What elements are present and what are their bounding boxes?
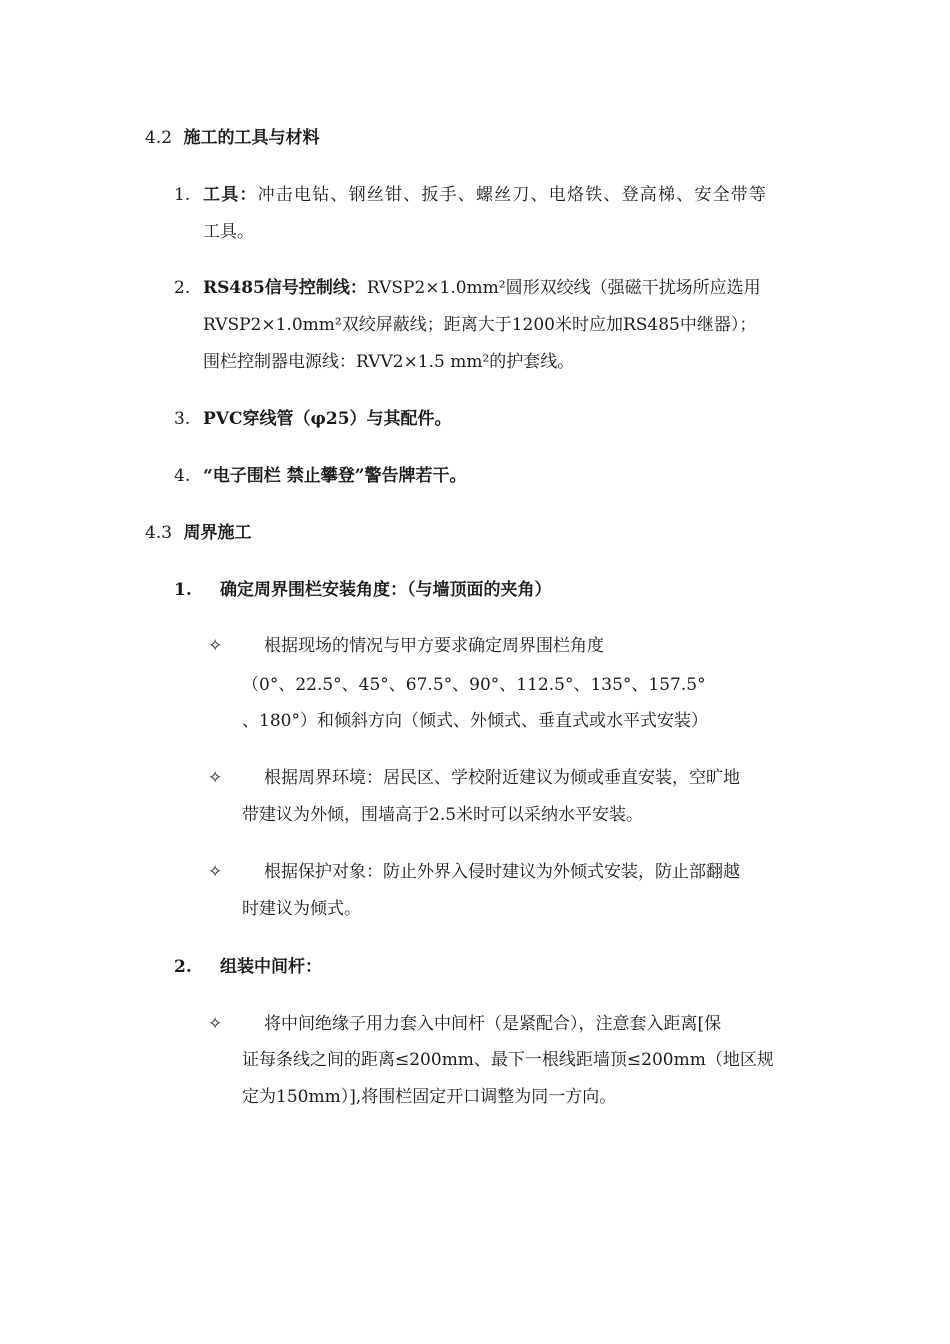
diamond-star-icon: ✧ [208,1014,223,1034]
list-item-pvc: PVC穿线管（φ25）与其配件。 [203,409,452,429]
list-number: 3. [174,409,191,429]
list-number: 1. [174,185,191,205]
diamond-star-icon: ✧ [208,636,223,656]
diamond-star-icon: ✧ [208,768,223,788]
section-title: 周界施工 [183,523,252,543]
section-title: 施工的工具与材料 [183,128,320,148]
section-heading-4-3 [145,521,251,545]
bullet-text: （0°、22.5°、45°、67.5°、90°、112.5°、135°、157.5° [242,675,706,695]
list-item-tools [203,183,767,207]
bullet-text: 带建议为外倾，围墙高于2.5米时可以采纳水平安装。 [242,805,644,825]
list-item-label: 工具： [203,185,258,205]
section-number: 4.2 [145,128,173,148]
list-item-text: 冲击电钻、钢丝钳、扳手、螺丝刀、电烙铁、登高梯、安全带等 [257,185,768,205]
list-item-text: 工具。 [203,222,254,242]
bullet-text: 证每条线之间的距离≤200mm、最下一根线距墙顶≤200mm（地区规 [242,1050,774,1070]
bullet-text: 、180°）和倾斜方向（倾式、外倾式、垂直式或水平式安装） [242,711,708,731]
bullet-text: 定为150mm）],将围栏固定开口调整为同一方向。 [242,1087,617,1107]
bullet-text: 根据现场的情况与甲方要求确定周界围栏角度 [264,636,604,656]
subsection-number: 1. [174,580,192,600]
list-item-text: 围栏控制器电源线：RVV2×1.5 mm²的护套线。 [203,352,575,372]
list-item-cable [203,276,761,300]
bullet-text: 将中间绝缘子用力套入中间杆（是紧配合），注意套入距离[保 [264,1014,722,1034]
bullet-text: 根据保护对象：防止外界入侵时建议为外倾式安装，防止部翻越 [264,862,740,882]
subsection-number: 2. [174,957,192,977]
section-number: 4.3 [145,523,173,543]
list-number: 4. [174,466,191,486]
bullet-text: 时建议为倾式。 [242,899,361,919]
list-item-label: RS485信号控制线： [203,278,367,298]
list-item-text: RVSP2×1.0mm²双绞屏蔽线；距离大于1200米时应加RS485中继器）； [203,315,757,335]
section-heading-4-2 [145,126,319,150]
diamond-star-icon: ✧ [208,862,223,882]
list-item-warning-sign: “电子围栏 禁止攀登”警告牌若干。 [203,466,467,486]
bullet-text: 根据周界环境：居民区、学校附近建议为倾或垂直安装，空旷地 [264,768,740,788]
subsection-title: 确定周界围栏安装角度：（与墙顶面的夹角） [220,580,552,600]
list-number: 2. [174,278,191,298]
list-item-text: RVSP2×1.0mm²圆形双绞线（强磁干扰场所应选用 [366,278,761,298]
subsection-title: 组装中间杆： [220,957,322,977]
